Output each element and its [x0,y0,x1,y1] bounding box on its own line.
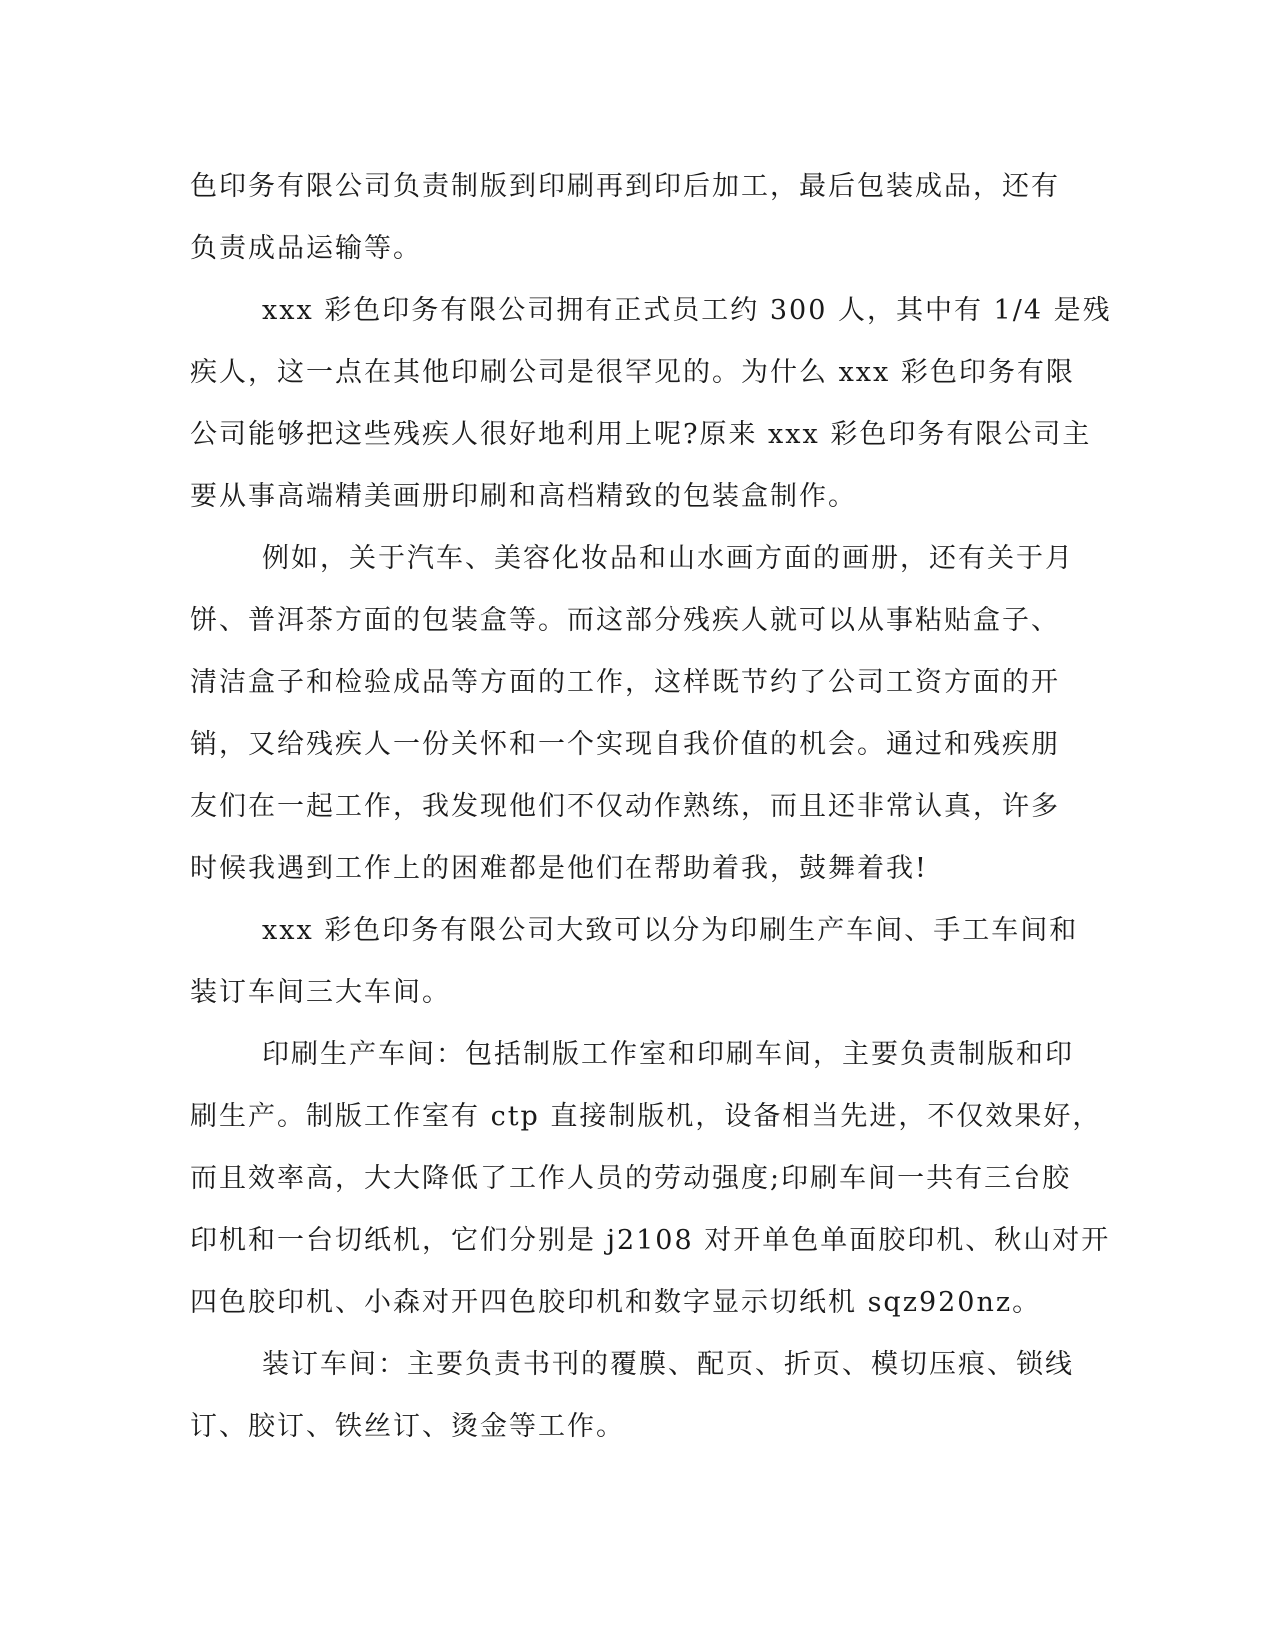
paragraph-6 [190,1334,1085,1458]
text-line: 订、胶订、铁丝订、烫金等工作。 [190,1411,625,1442]
text-line: xxx 彩色印务有限公司大致可以分为印刷生产车间、手工车间和 [262,915,1079,946]
text-line: 清洁盒子和检验成品等方面的工作，这样既节约了公司工资方面的开 [190,667,1060,698]
text-line: 销，又给残疾人一份关怀和一个实现自我价值的机会。通过和残疾朋 [190,729,1060,760]
text-line: 负责成品运输等。 [190,233,422,264]
text-line: 印机和一台切纸机，它们分别是 j2108 对开单色单面胶印机、秋山对开 [190,1225,1111,1256]
paragraph-5 [190,1024,1111,1334]
text-line: 印刷生产车间：包括制版工作室和印刷车间，主要负责制版和印 [262,1039,1074,1070]
text-line: 色印务有限公司负责制版到印刷再到印后加工，最后包装成品，还有 [190,171,1060,202]
text-line: 刷生产。制版工作室有 ctp 直接制版机，设备相当先进，不仅效果好， [190,1101,1102,1132]
text-line: 装订车间三大车间。 [190,977,451,1008]
text-line: 要从事高端精美画册印刷和高档精致的包装盒制作。 [190,481,857,512]
paragraph-1 [190,156,1085,280]
paragraph-3 [190,528,1085,900]
text-line: 装订车间：主要负责书刊的覆膜、配页、折页、模切压痕、锁线 [262,1349,1074,1380]
text-line: 疾人，这一点在其他印刷公司是很罕见的。为什么 xxx 彩色印务有限 [190,357,1075,388]
text-line: 饼、普洱茶方面的包装盒等。而这部分残疾人就可以从事粘贴盒子、 [190,605,1060,636]
text-line: 而且效率高，大大降低了工作人员的劳动强度;印刷车间一共有三台胶 [190,1163,1072,1194]
text-line: 时候我遇到工作上的困难都是他们在帮助着我，鼓舞着我! [190,853,928,884]
text-line: 友们在一起工作，我发现他们不仅动作熟练，而且还非常认真，许多 [190,791,1060,822]
text-line: 公司能够把这些残疾人很好地利用上呢?原来 xxx 彩色印务有限公司主 [190,419,1092,450]
paragraph-2 [190,280,1112,528]
text-line: 四色胶印机、小森对开四色胶印机和数字显示切纸机 sqz920nz。 [190,1287,1042,1318]
text-line: xxx 彩色印务有限公司拥有正式员工约 300 人，其中有 1/4 是残 [262,295,1112,326]
paragraph-4 [190,900,1085,1024]
text-line: 例如，关于汽车、美容化妆品和山水画方面的画册，还有关于月 [262,543,1074,574]
document-body [190,156,1112,1458]
